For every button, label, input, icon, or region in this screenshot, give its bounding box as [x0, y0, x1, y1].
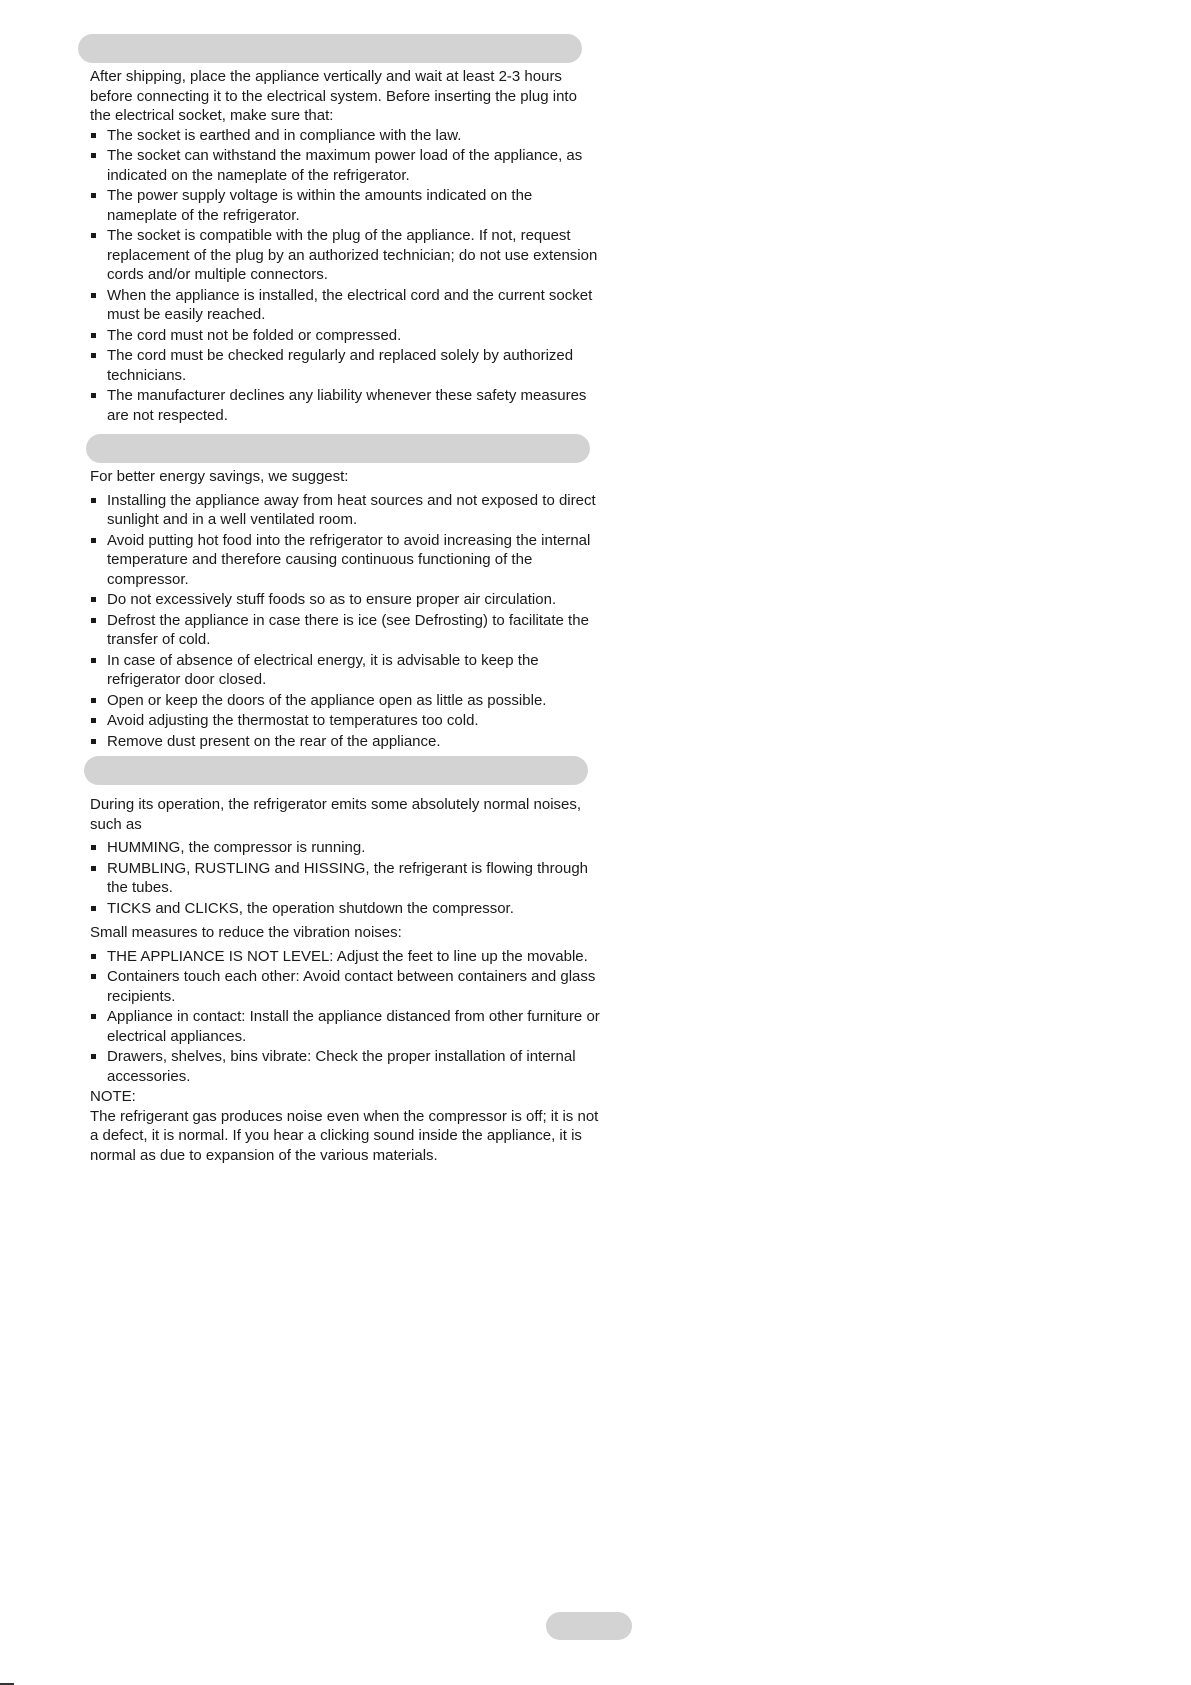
section-body-installation: [78, 67, 600, 425]
list-item: In case of absence of electrical energy, it is advisable to keep the refrigerator door closed.: [90, 651, 600, 690]
list-item: The cord must be checked regularly and replaced solely by authorized technicians.: [90, 346, 600, 385]
section-body-energy: [78, 467, 600, 751]
list-item: The socket is earthed and in compliance with the law.: [90, 126, 600, 146]
list-item: Open or keep the doors of the appliance open as little as possible.: [90, 691, 600, 711]
list-item: Drawers, shelves, bins vibrate: Check the proper installation of internal accessories.: [90, 1047, 600, 1086]
list-item: HUMMING, the compressor is running.: [90, 838, 600, 858]
list-item: The cord must not be folded or compressed.: [90, 326, 600, 346]
list-item: RUMBLING, RUSTLING and HISSING, the refrigerant is flowing through the tubes.: [90, 859, 600, 898]
list-item: The power supply voltage is within the amounts indicated on the nameplate of the refrigerator.: [90, 186, 600, 225]
list-item: When the appliance is installed, the electrical cord and the current socket must be easily reached.: [90, 286, 600, 325]
bullet-list: [90, 126, 600, 426]
list-item: The socket is compatible with the plug of the appliance. If not, request replacement of the plug by an authorized technician; do not use extension cords and/or multiple connectors.: [90, 226, 600, 285]
list-item: The manufacturer declines any liability whenever these safety measures are not respected.: [90, 386, 600, 425]
list-item: The socket can withstand the maximum power load of the appliance, as indicated on the nameplate of the refrigerator.: [90, 146, 600, 185]
list-item: Appliance in contact: Install the appliance distanced from other furniture or electrical appliances.: [90, 1007, 600, 1046]
note-text: The refrigerant gas produces noise even when the compressor is off; it is not a defect, it is normal. If you hear a clicking sound inside the appliance, it is normal as due to expansion of the various materials.: [90, 1107, 599, 1164]
document-column: [78, 34, 598, 1165]
note-label: NOTE:: [90, 1088, 136, 1105]
list-item: Avoid putting hot food into the refrigerator to avoid increasing the internal temperature and therefore causing continuous functioning of the compressor.: [90, 531, 600, 590]
list-item: Do not excessively stuff foods so as to ensure proper air circulation.: [90, 590, 600, 610]
list-item: Remove dust present on the rear of the appliance.: [90, 732, 600, 752]
bullet-list: [90, 491, 600, 752]
list-item: Installing the appliance away from heat sources and not exposed to direct sunlight and in a well ventilated room.: [90, 491, 600, 530]
list-item: Containers touch each other: Avoid contact between containers and glass recipients.: [90, 967, 600, 1006]
list-item: Avoid adjusting the thermostat to temperatures too cold.: [90, 711, 600, 731]
section-heading-bar-energy: [86, 434, 590, 463]
list-item: THE APPLIANCE IS NOT LEVEL: Adjust the feet to line up the movable.: [90, 947, 600, 967]
section-subintro: Small measures to reduce the vibration noises:: [90, 924, 402, 941]
section-intro: For better energy savings, we suggest:: [90, 468, 349, 485]
list-item: TICKS and CLICKS, the operation shutdown the compressor.: [90, 899, 600, 919]
page-number-tab: [546, 1612, 632, 1640]
bullet-list: [90, 947, 600, 1087]
section-intro: During its operation, the refrigerator emits some absolutely normal noises, such as: [90, 796, 582, 833]
section-body-noises: [78, 795, 600, 1165]
section-heading-bar-installation: [78, 34, 582, 63]
section-intro: After shipping, place the appliance vertically and wait at least 2-3 hours before connecting it to the electrical system. Before inserting the plug into the electrical socket, make sure that:: [90, 68, 577, 124]
bullet-list: [90, 838, 600, 918]
section-heading-bar-noises: [84, 756, 588, 785]
list-item: Defrost the appliance in case there is ice (see Defrosting) to facilitate the transfer of cold.: [90, 611, 600, 650]
